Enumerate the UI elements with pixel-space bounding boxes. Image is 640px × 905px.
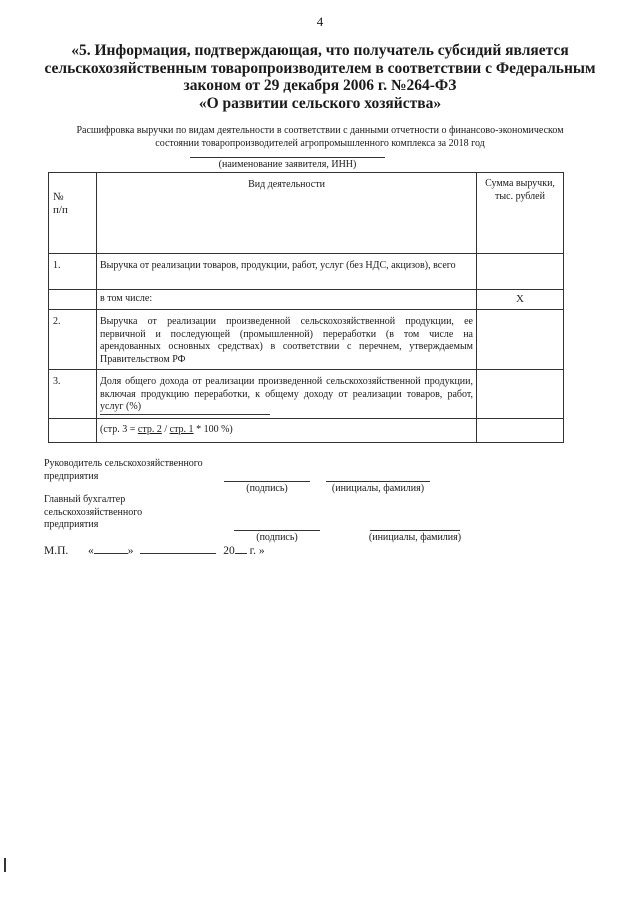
table-row [49,369,563,418]
heading-line: «О развитии сельского хозяйства» [198,94,442,112]
formula-cell [97,419,477,442]
document-heading [30,42,610,112]
row-number [49,419,97,442]
stamp-date-line [44,544,265,557]
header-activity: Вид деятельности [97,173,477,253]
document-subtitle [40,124,600,150]
date-day-field[interactable] [94,544,128,554]
row-number [49,290,97,309]
date-year-suffix: г. » [246,545,265,557]
formula-prefix: (стр. 3 = [100,424,138,435]
margin-mark [4,858,6,872]
table-header-row [49,173,563,253]
row-number: 2. [49,310,97,369]
row-activity: в том числе: [97,290,477,309]
row-underline [100,414,270,415]
formula-separator: / [161,424,170,435]
date-month-field[interactable] [140,544,216,554]
head-label [44,458,203,483]
header-number-label: п/п [53,204,68,216]
row-sum-cell[interactable] [477,254,563,289]
table-formula-row [49,418,563,442]
heading-line: «5. Информация, подтверждающая, что получатель субсидий является [71,42,569,59]
table-row [49,289,563,309]
accountant-signature-line[interactable] [234,530,320,531]
formula-line-2: стр. 2 [137,424,162,435]
date-open-quote: « [88,545,94,557]
head-name-caption: (инициалы, фамилия) [331,483,425,494]
table-row [49,253,563,289]
head-label-line: Руководитель сельскохозяйственного [44,458,203,469]
accountant-label-line: предприятия [44,519,99,530]
date-year-field[interactable] [235,544,247,554]
applicant-field-line[interactable] [190,157,385,158]
applicant-caption: (наименование заявителя, ИНН) [218,159,357,170]
revenue-table [48,172,564,443]
row-sum-cell: X [516,293,524,305]
row-sum-cell[interactable] [477,310,563,369]
header-number [49,173,97,253]
date-year-prefix: 20 [223,545,235,557]
head-name-line[interactable] [326,481,430,482]
formula-line-1: стр. 1 [169,424,194,435]
row-sum-cell[interactable] [477,370,563,418]
page-number: 4 [316,14,324,29]
accountant-name-caption: (инициалы, фамилия) [368,532,462,543]
row-activity [97,370,477,418]
accountant-label-line: сельскохозяйственного [44,506,143,518]
head-signature-caption: (подпись) [246,483,288,494]
stamp-mark: М.П. [44,545,69,557]
heading-line: законом от 29 декабря 2006 г. №264-ФЗ [183,77,457,94]
accountant-signature-caption: (подпись) [256,532,298,543]
accountant-label-line: Главный бухгалтер [44,494,126,505]
header-number-sign: № [53,191,64,203]
row-sum-cell[interactable] [477,419,563,442]
heading-line: сельскохозяйственным товаропроизводителем в соответствии с Федеральным [44,59,596,77]
accountant-label [44,494,142,532]
head-signature-line[interactable] [224,481,310,482]
row-activity: Выручка от реализации товаров, продукции, работ, услуг (без НДС, акцизов), всего [97,254,477,289]
subtitle-line: состоянии товаропроизводителей агропромышленного комплекса за 2018 год [155,138,485,149]
header-sum: Сумма выручки, тыс. рублей [485,178,555,202]
row-number: 3. [49,370,97,418]
table-row [49,309,563,369]
head-label-line: предприятия [44,470,99,482]
accountant-name-line[interactable] [370,530,460,531]
date-close-quote: » [127,545,134,557]
row-activity: Выручка от реализации произведенной сельскохозяйственной продукции, ее первичной и последующей (промышленной) переработки (в том числе на арендованных основных средствах) в соответствии с перечнем, утверждаемым Правительством РФ [97,310,477,369]
subtitle-line: Расшифровка выручки по видам деятельности в соответствии с данными отчетности о финансово-экономическом [76,125,564,136]
formula-suffix: * 100 %) [193,424,233,435]
row-number: 1. [49,254,97,289]
row-activity-text: Доля общего дохода от реализации произведенной сельскохозяйственной продукции, включая продукцию переработки, к общему доходу от реализации товаров, работ, услуг (%) [100,376,473,412]
